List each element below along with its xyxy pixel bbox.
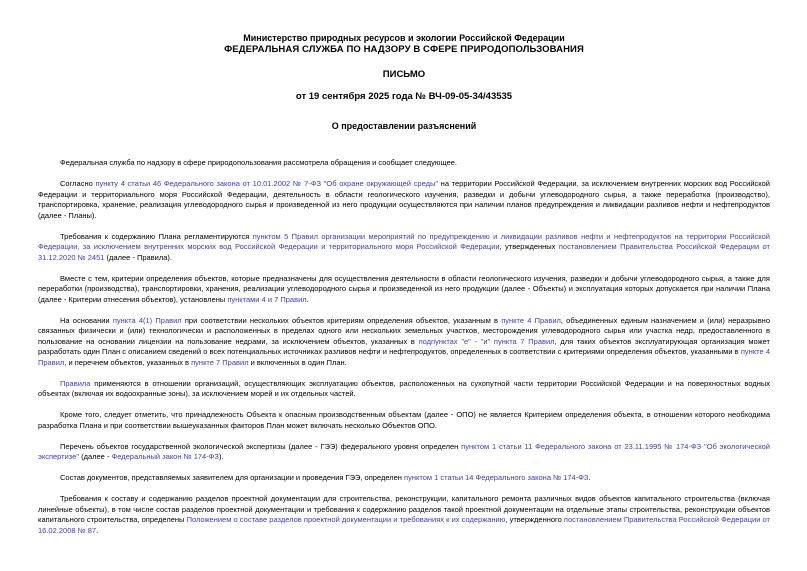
legal-reference-link[interactable]: пункта 4(1) Правил <box>112 315 182 325</box>
paragraph-text: на территории Российской Федерации, за исключением внутренних морских вод Российской Федерации и территориального моря Российской Федерации, деятельность в области геологического изучения, разведки и добычи углеводородного сырья, а также переработка (производство), транспортировка, хранение, реализация углеводородного сырья и произведенной из него продукции осуществляются при наличии планов предупреждения и ликвидации разливов нефти и нефтепродуктов (далее - Планы). <box>38 179 770 220</box>
paragraph-text: . <box>588 473 591 482</box>
document-body <box>38 158 770 536</box>
paragraph-text: . <box>96 525 99 535</box>
paragraph-text: , объединенных единым назначением и (или) неразрывно связанных физически и (или) технологически и расположенных в пределах одного или нескольких земельных участков, месторождения углеводородного сырья или участка недр, предоставленного в пользование на основании лицензии на пользование недрами, за исключением объектов, указанных в <box>38 315 770 346</box>
doc-date-number: от 19 сентября 2025 года № ВЧ-09-05-34/43535 <box>295 91 513 102</box>
paragraph <box>38 442 770 463</box>
legal-reference-link[interactable]: пункту 4 статьи 46 Федерального закона от 10.01.2002 № 7-ФЗ "Об охране окружающей среды" <box>95 179 439 188</box>
paragraph <box>38 232 770 264</box>
paragraph <box>38 179 770 221</box>
paragraph-text: Состав документов, представляемых заявителем для организации и проведения ГЭЭ, определен <box>60 473 405 482</box>
paragraph-text: . <box>306 294 309 304</box>
paragraph-text: и включенных в один План. <box>248 357 347 367</box>
paragraph-text: , утвержденных <box>499 242 559 251</box>
document-header <box>38 33 770 131</box>
legal-reference-link[interactable]: пунктом 1 статьи 14 Федерального закона № 174-ФЗ <box>404 473 589 482</box>
paragraph-text: Требования к содержанию Плана регламентируются <box>60 231 253 241</box>
paragraph-text: , утвержденного <box>505 515 564 524</box>
doc-type: ПИСЬМО <box>382 69 426 80</box>
paragraph-text: На основании <box>60 315 113 325</box>
paragraph <box>38 274 770 306</box>
paragraph <box>38 379 770 400</box>
paragraph-text: Перечень объектов государственной экологической экспертизы (далее - ГЭЭ) федерального уровня определен <box>60 441 462 451</box>
legal-reference-link[interactable]: Правила <box>60 378 91 388</box>
legal-reference-link[interactable]: постановлением Правительства Российской Федерации от 31.12.2020 № 2451 <box>38 242 770 262</box>
paragraph-text: , и перечнем объектов, указанных в <box>64 357 192 367</box>
legal-reference-link[interactable]: Федеральный закон № 174-ФЗ <box>111 452 219 461</box>
paragraph <box>38 316 770 369</box>
legal-reference-link[interactable]: пунктом 5 Правил организации мероприятий по предупреждению и ликвидации разливов нефти и нефтепродуктов на территории Российской Федерации, за исключением внутренних морских вод Российской Федерации и территориального моря Российской Федерации <box>38 231 770 251</box>
paragraph-text: , для таких объектов эксплуатирующая организация может разработать один План с описанием сведений о всех потенциальных источниках разливов нефти и нефтепродуктов, определенных в соответствии с критериями определения объектов, указанными в <box>38 336 770 356</box>
paragraph-text: Требования к составу и содержанию разделов проектной документации для строительства, реконструкции, капитального ремонта различных видов объектов капитального строительства (включая линейные объекты), в том числе состав разделов проектной документации и требования к содержанию разделов такой проектной документации на отдельные этапы строительства, реконструкции объектов капитального строительства, определены <box>38 494 770 524</box>
paragraph-text: (далее - <box>79 452 112 461</box>
legal-reference-link[interactable]: подпунктах "е" - "и" пункта 7 Правил <box>418 336 555 346</box>
paragraph-text: Кроме того, следует отметить, что принадлежность Объекта к опасным производственным объектам (далее - ОПО) не является Критерием определения объекта, в отношении которого необходима разработка Плана и при соответствии вышеуказанных факторов План может включать несколько Объектов ОПО. <box>38 410 770 430</box>
legal-reference-link[interactable]: пунктом 1 статьи 11 Федерального закона от 23.11.1995 № 174-ФЗ "Об экологической экспертизе" <box>38 441 770 461</box>
legal-reference-link[interactable]: Положением о составе разделов проектной документации и требованиях к их содержанию <box>186 515 506 524</box>
paragraph <box>38 410 770 431</box>
legal-reference-link[interactable]: пункте 4 Правил <box>38 347 770 367</box>
paragraph-text: Согласно <box>60 179 96 188</box>
legal-reference-link[interactable]: пунктами 4 и 7 Правил <box>227 294 307 304</box>
legal-reference-link[interactable]: пункте 7 Правил <box>191 357 249 367</box>
paragraph-text: Вместе с тем, критерии определения объектов, которые предназначены для осуществления деятельности в области геологического изучения, разведки и добычи углеводородного сырья, а также для переработки (производства), транспортировки, хранения, реализации углеводородного сырья и произведенной из него продукции (далее - Объекты) и эксплуатация которых допускается при наличии Плана (далее - Критерии отнесения объектов), установлены <box>38 273 770 304</box>
paragraph-text: при соответствии нескольких объектов критериям определения объектов, указанным в <box>181 315 502 325</box>
paragraph <box>38 494 770 536</box>
legal-reference-link[interactable]: постановлением Правительства Российской Федерации от 16.02.2008 № 87 <box>38 515 770 535</box>
ministry-name: Министерство природных ресурсов и экологии Российской Федерации <box>243 33 565 43</box>
paragraph-text: Федеральная служба по надзору в сфере природопользования рассмотрела обращения и сообщает следующее. <box>60 158 458 167</box>
agency-name: ФЕДЕРАЛЬНАЯ СЛУЖБА ПО НАДЗОРУ В СФЕРЕ ПРИРОДОПОЛЬЗОВАНИЯ <box>224 44 584 55</box>
legal-reference-link[interactable]: пункте 4 Правил <box>501 315 561 325</box>
paragraph-text: ). <box>218 452 224 461</box>
doc-subject: О предоставлении разъяснений <box>331 121 477 131</box>
paragraph <box>38 158 770 169</box>
paragraph-text: применяются в отношении организаций, осуществляющих эксплуатацию объектов, расположенных на сухопутной части территории Российской Федерации и на поверхностных водных объектах (включая их водоохранные зоны), за исключением морей и их отдельных частей. <box>38 378 770 398</box>
paragraph <box>38 473 770 484</box>
paragraph-text: (далее - Правила). <box>104 252 172 262</box>
